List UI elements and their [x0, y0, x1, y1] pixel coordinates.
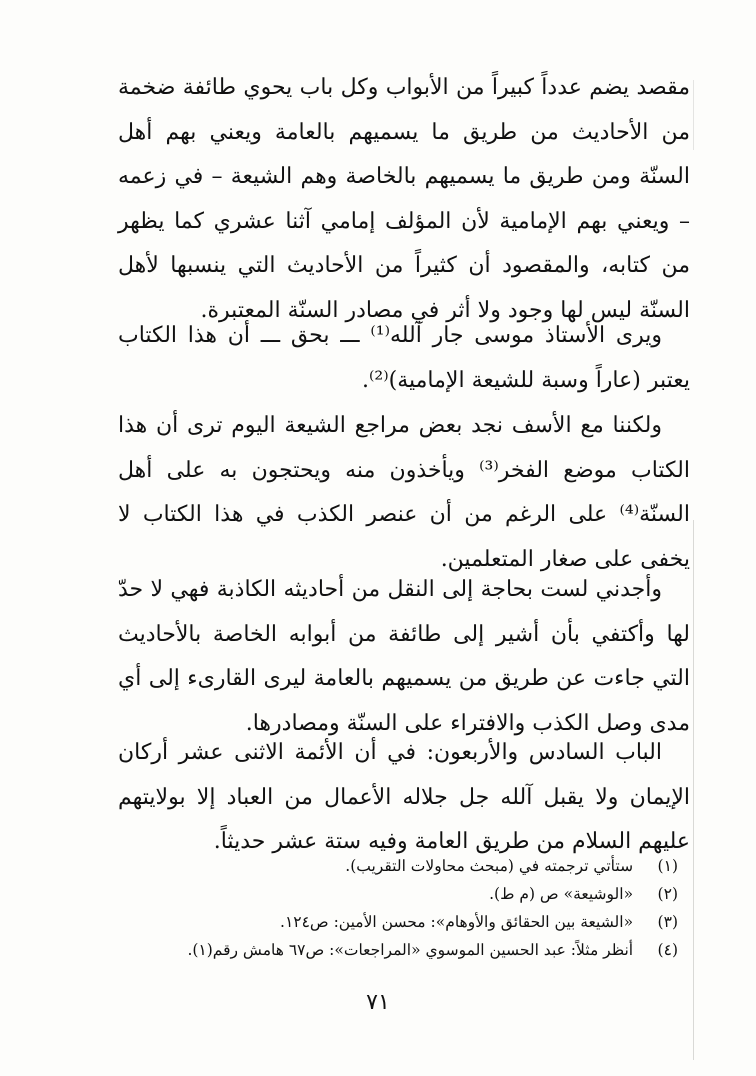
paragraph-text: مقصد يضم عدداً كبيراً من الأبواب وكل باب يحوي طائفة ضخمة من الأحاديث من طريق ما يسميهم بالعامة ويعني بهم أهل السنّة ومن طريق ما يسميهم بالخاصة وهم الشيعة – في زعمه – ويعني بهم الإمامية لأن المؤلف إمامي آثنا عشري كما يظهر من كتابه، والمقصود أن كثيراً من الأحاديث التي ينسبها لأهل السنّة ليس لها وجود ولا أثر في مصادر السنّة المعتبرة.: [118, 75, 690, 323]
footnote-text: «الشيعة بين الحقائق والأوهام»: محسن الأمين: ص١٢٤.: [280, 913, 634, 931]
paragraph-text: ويرى الأستاذ موسى جار آلله⁽¹⁾ ـــ بحق ـــ أن هذا الكتاب يعتبر (عاراً وسبة للشيعة الإمامية)⁽²⁾.: [118, 323, 690, 393]
footnote-number: (١): [657, 857, 678, 875]
footnote-number: (٣): [657, 913, 678, 931]
footnote: [150, 908, 678, 936]
paragraph-text: وأجدني لست بحاجة إلى النقل من أحاديثه الكاذبة فهي لا حدّ لها وأكتفي بأن أشير إلى طائفة من أبوابه الخاصة بالأحاديث التي جاءت عن طريق من يسميهم بالعامة ليرى القارىء إلى أي مدى وصل الكذب والافتراء على السنّة ومصادرها.: [118, 577, 690, 736]
scan-margin-line: [693, 80, 694, 150]
footnote: [150, 852, 678, 880]
page-number: ٧١: [366, 990, 390, 1015]
footnotes: [150, 852, 678, 964]
footnote: [150, 880, 678, 908]
footnote-number: (٤): [657, 941, 678, 959]
paragraph: [118, 404, 690, 582]
footnote-text: ستأتي ترجمته في (مبحث محاولات التقريب).: [345, 857, 634, 875]
paragraph: [118, 568, 690, 746]
paragraph: [118, 731, 690, 865]
paragraph-text: ولكننا مع الأسف نجد بعض مراجع الشيعة اليوم ترى أن هذا الكتاب موضع الفخر⁽³⁾ ويأخذون منه ويحتجون به على أهل السنّة⁽⁴⁾ على الرغم من أن عنصر الكذب في هذا الكتاب لا يخفى على صغار المتعلمين.: [118, 413, 690, 572]
scan-margin-line: [693, 520, 694, 1060]
footnote-number: (٢): [657, 885, 678, 903]
paragraph: [118, 314, 690, 403]
footnote-text: «الوشيعة» ص (م ط).: [489, 885, 634, 903]
paragraph: [118, 66, 690, 333]
paragraph-text: الباب السادس والأربعون: في أن الأئمة الاثنى عشر أركان الإيمان ولا يقبل آلله جل جلاله الأعمال من العباد إلا بولايتهم عليهم السلام من طريق العامة وفيه ستة عشر حديثاً.: [118, 740, 690, 854]
footnote-text: أنظر مثلاً: عبد الحسين الموسوي «المراجعات»: ص٦٧ هامش رقم(١).: [187, 941, 634, 959]
footnote: [150, 936, 678, 964]
